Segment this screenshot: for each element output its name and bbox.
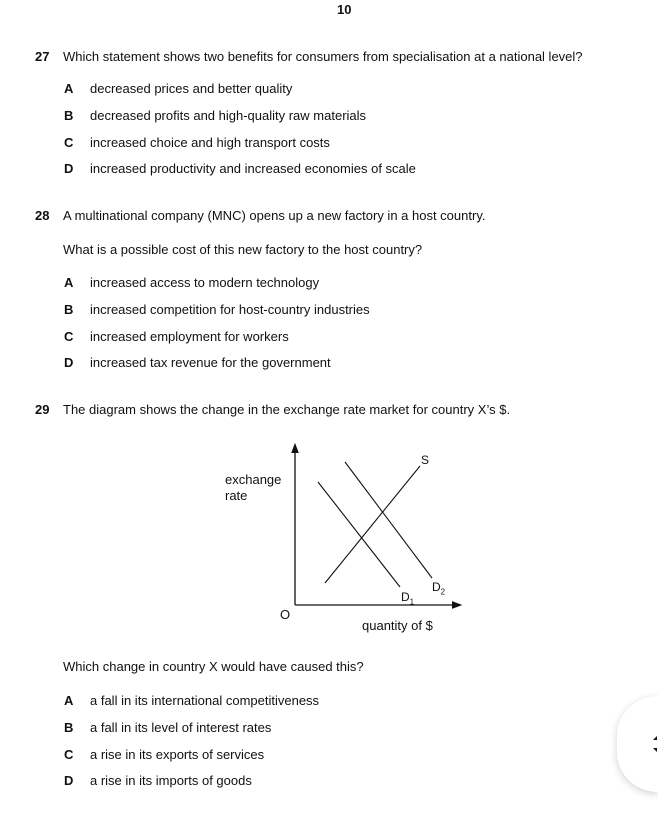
option-letter: D	[64, 161, 74, 176]
option-letter: B	[64, 720, 74, 735]
question-number: 29	[35, 402, 50, 417]
demand-curve-d1	[318, 482, 400, 587]
question-number: 28	[35, 208, 50, 223]
origin-label: O	[280, 607, 291, 622]
option-text: decreased prices and better quality	[90, 81, 293, 96]
demand-curve-d2	[345, 462, 432, 578]
option-letter: C	[64, 135, 74, 150]
d2-label	[432, 579, 445, 600]
d2-subscript: 2	[440, 587, 446, 597]
d1-subscript: 1	[409, 597, 415, 607]
option-letter: C	[64, 747, 74, 762]
d1-letter: D	[401, 590, 410, 604]
option-letter: C	[64, 329, 74, 344]
x-axis-label: quantity of $	[362, 618, 433, 633]
d2-letter: D	[432, 580, 441, 594]
option-text: increased productivity and increased economies of scale	[90, 161, 416, 176]
option-letter: D	[64, 355, 74, 370]
question-text: The diagram shows the change in the exchange rate market for country X’s $.	[63, 402, 511, 417]
option-letter: A	[64, 693, 74, 708]
option-text: a fall in its international competitiveness	[90, 693, 320, 708]
d1-label	[401, 589, 414, 610]
option-letter: D	[64, 773, 74, 788]
y-axis-label: exchange	[225, 472, 282, 487]
supply-curve	[325, 466, 420, 583]
floating-action-button[interactable]	[617, 696, 658, 792]
y-axis-label: rate	[225, 488, 248, 503]
question-text: A multinational company (MNC) opens up a new factory in a host country.	[63, 208, 486, 223]
option-text: increased employment for workers	[90, 329, 289, 344]
option-text: a fall in its level of interest rates	[90, 720, 272, 735]
question-text: Which statement shows two benefits for consumers from specialisation at a national level?	[63, 49, 583, 64]
option-letter: A	[64, 275, 74, 290]
question-number: 27	[35, 49, 50, 64]
option-text: increased competition for host-country industries	[90, 302, 370, 317]
option-text: a rise in its imports of goods	[90, 773, 252, 788]
page-number: 10	[337, 2, 352, 17]
supply-label: S	[421, 453, 430, 467]
option-letter: A	[64, 81, 74, 96]
question-subtext: What is a possible cost of this new factory to the host country?	[63, 242, 423, 257]
question-subtext: Which change in country X would have caused this?	[63, 659, 364, 674]
option-letter: B	[64, 302, 74, 317]
option-text: increased tax revenue for the government	[90, 355, 331, 370]
option-text: increased access to modern technology	[90, 275, 320, 290]
option-text: increased choice and high transport costs	[90, 135, 330, 150]
option-text: a rise in its exports of services	[90, 747, 265, 762]
option-text: decreased profits and high-quality raw materials	[90, 108, 367, 123]
option-letter: B	[64, 108, 74, 123]
expand-collapse-icon	[617, 696, 658, 792]
